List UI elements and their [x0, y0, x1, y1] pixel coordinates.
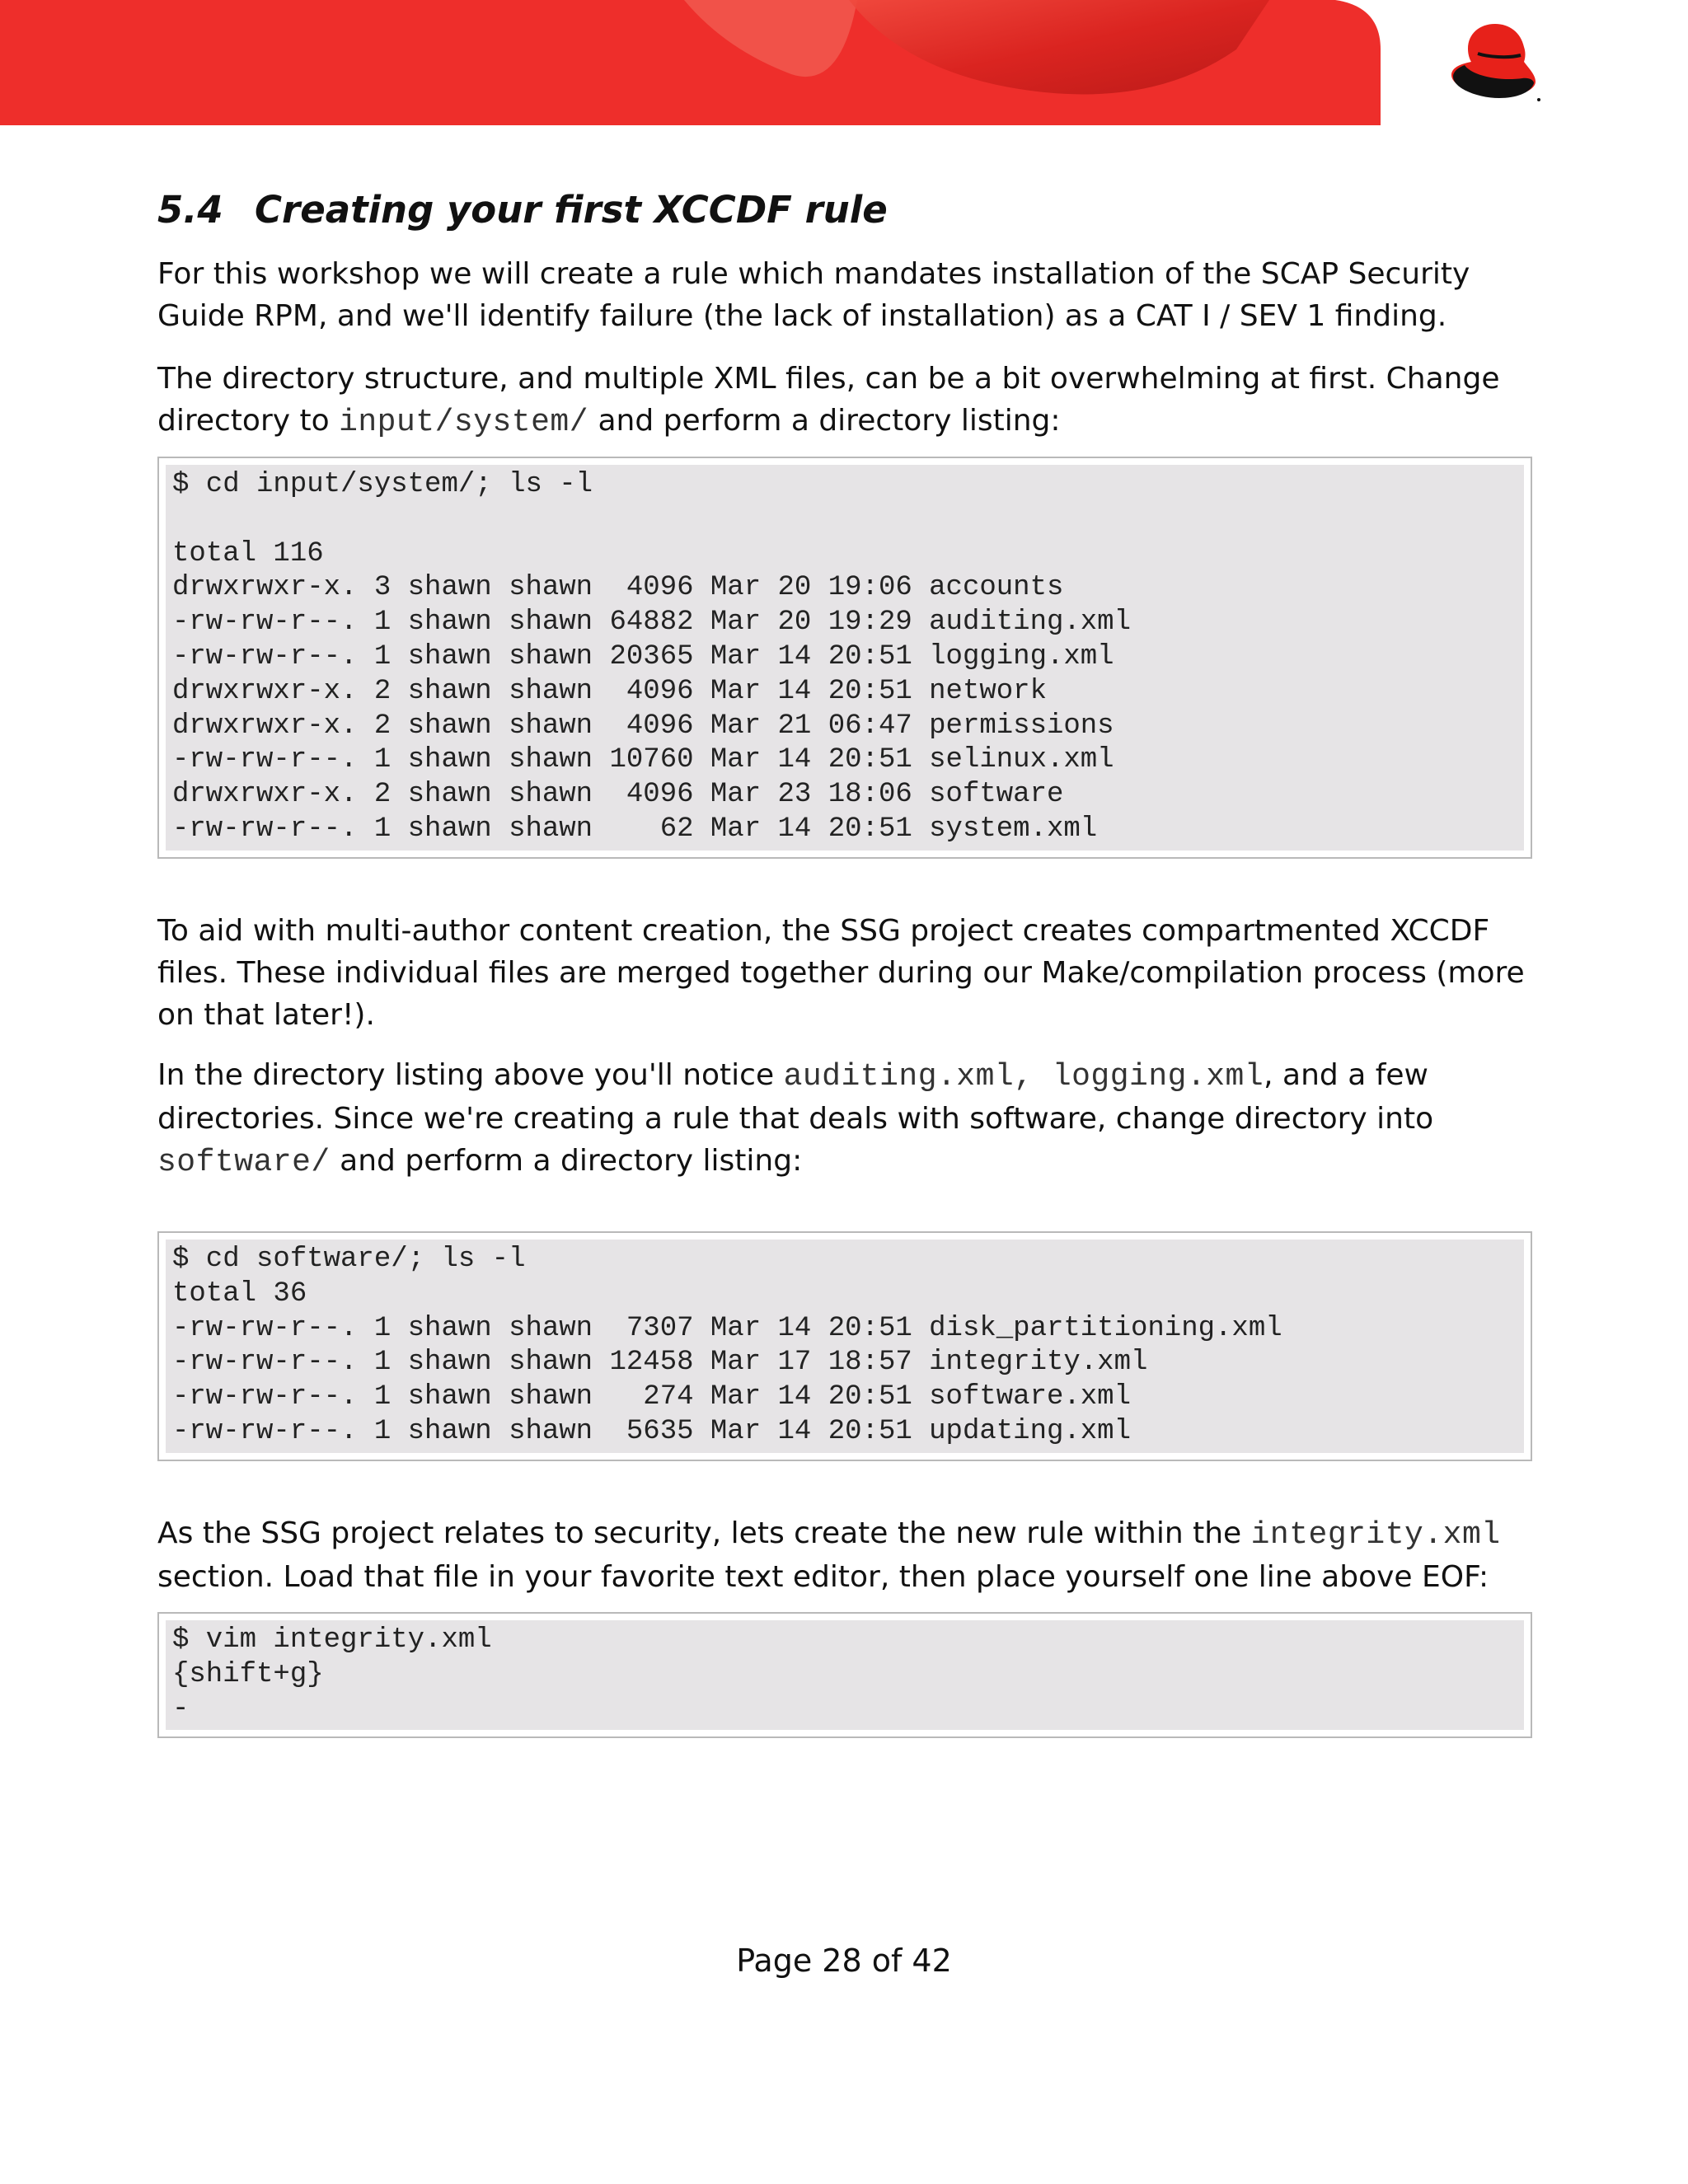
paragraph-text: , and a few directories. Since we're creating a rule that deals with software, change directory into: [157, 1058, 1434, 1136]
code-line: $ cd input/system/; ls -l: [172, 469, 593, 500]
code-line: {shift+g}: [172, 1658, 324, 1690]
code-line: drwxrwxr-x. 2 shawn shawn 4096 Mar 21 06:47 permissions: [172, 710, 1114, 742]
red-hat-logo-icon: [1447, 21, 1544, 107]
code-line: -rw-rw-r--. 1 shawn shawn 62 Mar 14 20:51 system.xml: [172, 813, 1098, 845]
code-line: drwxrwxr-x. 2 shawn shawn 4096 Mar 14 20:51 network: [172, 675, 1047, 707]
paragraph-text: As the SSG project relates to security, lets create the new rule within the: [157, 1516, 1251, 1550]
code-line: -rw-rw-r--. 1 shawn shawn 12458 Mar 17 18:57 integrity.xml: [172, 1347, 1148, 1379]
code-line: -rw-rw-r--. 1 shawn shawn 10760 Mar 14 20:51 selinux.xml: [172, 744, 1114, 776]
paragraph-text: and perform a directory listing:: [330, 1144, 803, 1178]
code-line: total 36: [172, 1277, 307, 1310]
directory-listing-paragraph: [157, 1054, 1542, 1183]
code-line: total 116: [172, 537, 324, 569]
code-line: -: [172, 1693, 190, 1725]
inline-code-path: input/system/: [339, 405, 589, 440]
section-number: 5.4: [157, 188, 223, 232]
code-line: $ vim integrity.xml: [172, 1624, 492, 1656]
page-number: Page 28 of 42: [736, 1943, 952, 1979]
code-line: -rw-rw-r--. 1 shawn shawn 20365 Mar 14 20:51 logging.xml: [172, 640, 1114, 673]
paragraph-text: section. Load that file in your favorite text editor, then place yourself one line above EOF:: [157, 1560, 1489, 1594]
inline-code-path: software/: [157, 1145, 331, 1180]
code-listing: [166, 1620, 1524, 1730]
code-line: -rw-rw-r--. 1 shawn shawn 64882 Mar 20 19:29 auditing.xml: [172, 607, 1131, 639]
paragraph-text: In the directory listing above you'll notice: [157, 1058, 784, 1092]
inline-code-files: auditing.xml, logging.xml: [783, 1059, 1264, 1094]
code-block-vim: [157, 1612, 1532, 1738]
header-banner: [0, 0, 1385, 125]
paragraph-text: and perform a directory listing:: [588, 404, 1061, 438]
code-block-software-listing: [157, 1231, 1532, 1461]
integrity-paragraph: [157, 1512, 1542, 1598]
section-heading: [157, 188, 888, 232]
inline-code-file: integrity.xml: [1250, 1517, 1501, 1553]
section-title: Creating your first XCCDF rule: [255, 188, 888, 232]
code-listing: [166, 465, 1524, 851]
code-line: $ cd software/; ls -l: [172, 1244, 526, 1275]
code-line: drwxrwxr-x. 3 shawn shawn 4096 Mar 20 19:06 accounts: [172, 572, 1064, 604]
code-block-system-listing: [157, 457, 1532, 859]
code-listing: [166, 1240, 1524, 1453]
code-line: -rw-rw-r--. 1 shawn shawn 7307 Mar 14 20:51 disk_partitioning.xml: [172, 1312, 1282, 1344]
intro-paragraph: For this workshop we will create a rule which mandates installation of the SCAP Security Guide RPM, and we'll identify failure (the lack of installation) as a CAT I / SEV 1 finding.: [157, 257, 1470, 333]
code-line: -rw-rw-r--. 1 shawn shawn 274 Mar 14 20:51 software.xml: [172, 1381, 1131, 1413]
multi-author-paragraph: To aid with multi-author content creation, the SSG project creates compartmented XCCDF files. These individual files are merged together during our Make/compilation process (more on that later!).: [157, 914, 1525, 1032]
paragraph-text: The directory structure, and multiple XML files, can be a bit overwhelming at first. Change directory to: [157, 362, 1500, 438]
code-line: -rw-rw-r--. 1 shawn shawn 5635 Mar 14 20:51 updating.xml: [172, 1415, 1131, 1447]
code-line: drwxrwxr-x. 2 shawn shawn 4096 Mar 23 18:06 software: [172, 779, 1064, 811]
directory-structure-paragraph: [157, 358, 1542, 443]
